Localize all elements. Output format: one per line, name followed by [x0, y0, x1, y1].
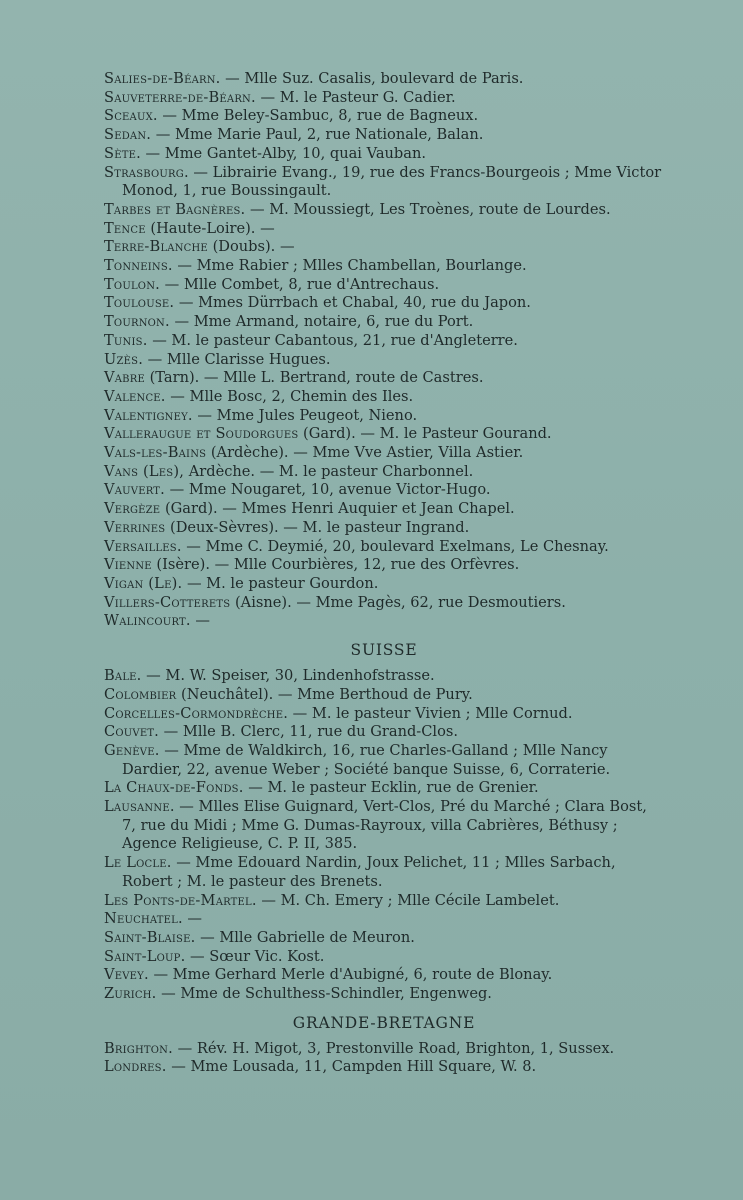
entry-text: — M. le pasteur Vivien ; Mlle Cornud.	[288, 704, 573, 722]
place-name: Sedan.	[104, 126, 152, 144]
entry-text: — M. le Pasteur G. Cadier.	[255, 88, 456, 106]
address-entry	[104, 612, 664, 631]
address-entry	[104, 779, 664, 798]
entry-text: (Isère). — Mlle Courbières, 12, rue des Orfèvres.	[151, 556, 520, 574]
place-name: Vienne	[104, 556, 152, 574]
entry-text: (Gard). — M. le Pasteur Gourand.	[298, 425, 552, 443]
section-heading-grande-bretagne: GRANDE-BRETAGNE	[292, 1013, 476, 1032]
entry-text: (Neuchâtel). — Mme Berthoud de Pury.	[176, 685, 473, 703]
address-entry	[104, 910, 664, 929]
france-section	[104, 70, 664, 631]
address-entry	[104, 107, 664, 126]
place-name: Vans (Les),	[104, 462, 185, 480]
address-entry	[104, 332, 664, 351]
address-entry	[104, 742, 664, 779]
entry-text: (Deux-Sèvres). — M. le pasteur Ingrand.	[165, 518, 470, 536]
entry-text: —	[182, 910, 203, 928]
entry-text: — M. W. Speiser, 30, Lindenhofstrasse.	[141, 667, 435, 685]
place-name: Les Ponts-de-Martel.	[104, 891, 257, 909]
entry-text: — M. Moussiegt, Les Troènes, route de Lourdes.	[245, 200, 611, 218]
place-name: Vigan (Le).	[104, 574, 183, 592]
address-entry	[104, 854, 664, 891]
place-name: Valence.	[104, 387, 166, 405]
address-entry	[104, 798, 664, 854]
place-name: Vergèze	[104, 500, 161, 518]
place-name: Brighton.	[104, 1039, 173, 1057]
place-name: Toulouse.	[104, 294, 175, 312]
address-entry	[104, 556, 664, 575]
address-entry	[104, 220, 664, 239]
entry-text: — Mme de Waldkirch, 16, rue Charles-Galland ; Mlle Nancy Dardier, 22, avenue Weber ; Société banque Suisse, 6, Corraterie.	[122, 741, 611, 778]
place-name: Terre-Blanche	[104, 238, 208, 256]
place-name: Le Locle.	[104, 854, 172, 872]
entry-text: — Mme C. Deymié, 20, boulevard Exelmans, Le Chesnay.	[181, 537, 609, 555]
address-entry	[104, 723, 664, 742]
entry-text: — M. le pasteur Cabantous, 21, rue d'Angleterre.	[147, 331, 518, 349]
place-name: Salies-de-Béarn.	[104, 70, 221, 87]
place-name: Vabre	[104, 369, 145, 387]
entry-text: — M. Ch. Emery ; Mlle Cécile Lambelet.	[256, 891, 560, 909]
entry-text: — Mme Gantet-Alby, 10, quai Vauban.	[140, 144, 426, 162]
entry-text: — Mlles Elise Guignard, Vert-Clos, Pré du Marché ; Clara Bost, 7, rue du Midi ; Mme G. Dumas-Rayroux, villa Cabrières, Béthusy ; Agence Religieuse, C. P. II, 385.	[122, 798, 647, 853]
entry-text: —	[190, 612, 210, 630]
address-entry	[104, 1058, 664, 1077]
place-name: Versailles.	[104, 537, 182, 555]
address-entry	[104, 276, 664, 295]
place-name: Sauveterre-de-Béarn.	[104, 88, 256, 106]
address-entry	[104, 313, 664, 332]
entry-text: (Haute-Loire). —	[145, 219, 275, 237]
place-name: Saint-Blaise.	[104, 928, 196, 946]
entry-text: — Mlle Suz. Casalis, boulevard de Paris.	[220, 70, 524, 87]
address-entry	[104, 238, 664, 257]
entry-text: — Mme Marie Paul, 2, rue Nationale, Balan.	[151, 126, 484, 144]
entry-text: (Tarn). — Mlle L. Bertrand, route de Castres.	[144, 369, 484, 387]
address-entry	[104, 594, 664, 613]
entry-text: — Sœur Vic. Kost.	[185, 947, 325, 965]
address-entry	[104, 126, 664, 145]
entry-text: — Mlle Clarisse Hugues.	[143, 350, 331, 368]
entry-text: — Mmes Dürrbach et Chabal, 40, rue du Japon.	[174, 294, 531, 312]
place-name: Sète.	[104, 144, 141, 162]
address-entry	[104, 500, 664, 519]
place-name: Uzès.	[104, 350, 144, 368]
entry-text: (Gard). — Mmes Henri Auquier et Jean Chapel.	[160, 500, 515, 518]
address-list	[104, 70, 664, 1077]
address-entry	[104, 89, 664, 108]
place-name: Tunis.	[104, 331, 148, 349]
address-entry	[104, 985, 664, 1004]
place-name: Couvet.	[104, 723, 160, 741]
entry-text: — Mme Edouard Nardin, Joux Pelichet, 11 ; Mlles Sarbach, Robert ; M. le pasteur des Brenets.	[122, 854, 616, 890]
address-entry	[104, 164, 664, 201]
entry-text: — Mlle Bosc, 2, Chemin des Iles.	[165, 387, 414, 405]
place-name: Londres.	[104, 1058, 167, 1076]
entry-text: — Mme Beley-Sambuc, 8, rue de Bagneux.	[157, 107, 479, 125]
entry-text: (Ardèche). — Mme Vve Astier, Villa Astier.	[206, 444, 524, 462]
entry-text: — Librairie Evang., 19, rue des Francs-Bourgeois ; Mme Victor Monod, 1, rue Boussingault.	[122, 163, 662, 200]
address-entry	[104, 1040, 664, 1059]
address-entry	[104, 351, 664, 370]
address-entry	[104, 294, 664, 313]
address-entry	[104, 892, 664, 911]
entry-text: — Mlle Gabrielle de Meuron.	[195, 928, 415, 946]
place-name: Genève.	[104, 741, 160, 759]
suisse-section	[104, 667, 664, 1004]
address-entry	[104, 667, 664, 686]
place-name: Tournon.	[104, 313, 170, 331]
address-entry	[104, 705, 664, 724]
place-name: Tence	[104, 219, 146, 237]
address-entry	[104, 686, 664, 705]
place-name: Villers-Cotterets	[104, 593, 231, 611]
place-name: Vauvert.	[104, 481, 165, 499]
place-name: Vals-les-Bains	[104, 444, 207, 462]
place-name: Walincourt.	[104, 612, 191, 630]
place-name: Vevey.	[104, 966, 149, 984]
place-name: Strasbourg.	[104, 163, 189, 181]
entry-text: — Rév. H. Migot, 3, Prestonville Road, Brighton, 1, Sussex.	[172, 1039, 615, 1057]
entry-text: — Mlle Combet, 8, rue d'Antrechaus.	[160, 275, 440, 293]
place-name: Sceaux.	[104, 107, 158, 125]
place-name: Tonneins.	[104, 257, 173, 275]
place-name: Verrines	[104, 518, 166, 536]
entry-text: — Mme Gerhard Merle d'Aubigné, 6, route de Blonay.	[148, 966, 553, 984]
entry-text: — M. le pasteur Gourdon.	[182, 574, 379, 592]
place-name: Tarbes et Bagnères.	[104, 200, 246, 218]
address-entry	[104, 575, 664, 594]
address-entry	[104, 948, 664, 967]
address-entry	[104, 70, 664, 89]
place-name: Valleraugue et Soudorgues	[104, 425, 299, 443]
address-entry	[104, 444, 664, 463]
section-heading-suisse: SUISSE	[350, 641, 418, 660]
place-name: Valentigney.	[104, 406, 193, 424]
entry-text: — Mme Nougaret, 10, avenue Victor-Hugo.	[164, 481, 491, 499]
address-entry	[104, 201, 664, 220]
address-entry	[104, 481, 664, 500]
entry-text: (Doubs). —	[207, 238, 295, 256]
address-entry	[104, 929, 664, 948]
place-name: Saint-Loup.	[104, 947, 186, 965]
entry-text: Ardèche. — M. le pasteur Charbonnel.	[184, 462, 474, 480]
entry-text: — Mme Jules Peugeot, Nieno.	[192, 406, 418, 424]
address-entry	[104, 388, 664, 407]
place-name: La Chaux-de-Fonds.	[104, 779, 244, 797]
address-entry	[104, 538, 664, 557]
entry-text: — Mlle B. Clerc, 11, rue du Grand-Clos.	[159, 723, 458, 741]
grande-bretagne-section	[104, 1040, 664, 1077]
address-entry	[104, 145, 664, 164]
place-name: Colombier	[104, 685, 177, 703]
entry-text: — M. le pasteur Ecklin, rue de Grenier.	[243, 779, 539, 797]
entry-text: — Mme Armand, notaire, 6, rue du Port.	[169, 313, 474, 331]
address-entry	[104, 257, 664, 276]
address-entry	[104, 369, 664, 388]
place-name: Toulon.	[104, 275, 160, 293]
address-entry	[104, 463, 664, 482]
place-name: Corcelles-Cormondrèche.	[104, 704, 289, 722]
address-entry	[104, 966, 664, 985]
place-name: Lausanne.	[104, 798, 175, 816]
entry-text: (Aisne). — Mme Pagès, 62, rue Desmoutiers.	[230, 593, 566, 611]
entry-text: — Mme de Schulthess-Schindler, Engenweg.	[156, 985, 492, 1003]
entry-text: — Mme Lousada, 11, Campden Hill Square, W. 8.	[166, 1058, 537, 1076]
place-name: Bale.	[104, 667, 142, 685]
address-entry	[104, 407, 664, 426]
address-entry	[104, 519, 664, 538]
place-name: Zurich.	[104, 985, 157, 1003]
entry-text: — Mme Rabier ; Mlles Chambellan, Bourlange.	[172, 257, 527, 275]
place-name: Neuchatel.	[104, 910, 183, 928]
address-entry	[104, 425, 664, 444]
